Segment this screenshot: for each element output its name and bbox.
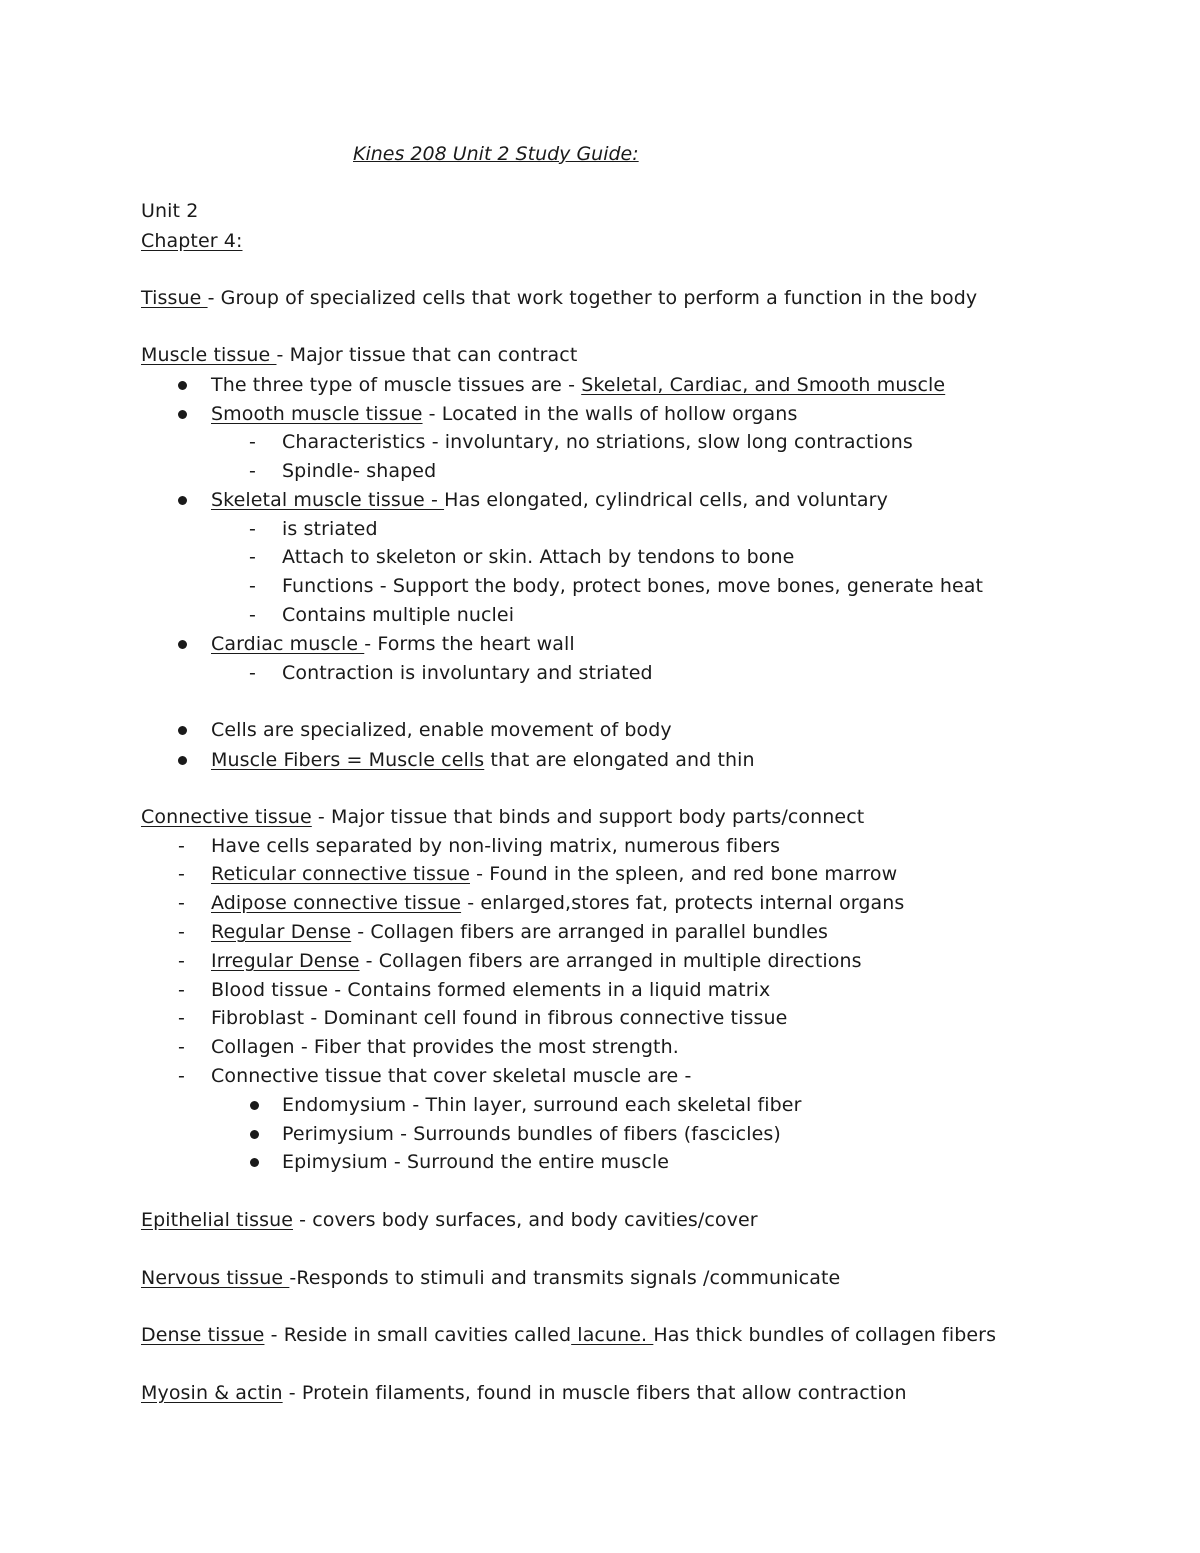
bullet-icon [178,756,187,765]
collagen: Collagen - Fiber that provides the most strength. [211,1036,679,1058]
skeletal-sub-4: Contains multiple nuclei [282,604,515,626]
bullet-icon [178,381,187,390]
term: Muscle tissue [141,344,277,366]
term: Smooth muscle tissue [211,403,423,425]
blood-tissue: Blood tissue - Contains formed elements in a liquid matrix [211,979,771,1001]
dash-icon: - [249,662,256,684]
term: Tissue [141,287,208,309]
chapter-heading: Chapter 4: [141,230,243,252]
bullet-icon [250,1158,259,1167]
term: Nervous tissue [141,1267,290,1289]
dash-icon: - [249,460,256,482]
nervous-tissue-definition: Nervous tissue -Responds to stimuli and transmits signals /communicate [141,1267,841,1289]
fibroblast: Fibroblast - Dominant cell found in fibrous connective tissue [211,1007,788,1029]
epithelial-tissue-definition: Epithelial tissue - covers body surfaces, and body cavities/cover [141,1209,758,1231]
smooth-sub-1: Characteristics - involuntary, no striations, slow long contractions [282,431,913,453]
term: Irregular Dense [211,950,360,972]
dash-icon: - [178,1036,185,1058]
reticular-connective: Reticular connective tissue - Found in the spleen, and red bone marrow [211,863,898,885]
term: Muscle Fibers = Muscle cells [211,749,485,771]
smooth-muscle: Smooth muscle tissue - Located in the walls of hollow organs [211,403,798,425]
term: Epithelial tissue [141,1209,294,1231]
perimysium: Perimysium - Surrounds bundles of fibers (fascicles) [282,1123,781,1145]
connective-cover: Connective tissue that cover skeletal muscle are - [211,1065,692,1087]
muscle-tissue-definition: Muscle tissue - Major tissue that can contract [141,344,578,366]
tissue-definition: Tissue - Group of specialized cells that work together to perform a function in the body [141,287,978,309]
dash-icon: - [249,604,256,626]
dash-icon: - [249,431,256,453]
irregular-dense: Irregular Dense - Collagen fibers are arranged in multiple directions [211,950,862,972]
dash-icon: - [249,518,256,540]
term: lacune. [571,1324,654,1346]
adipose-connective: Adipose connective tissue - enlarged,stores fat, protects internal organs [211,892,905,914]
bullet-icon [250,1130,259,1139]
dash-icon: - [178,950,185,972]
cardiac-muscle: Cardiac muscle - Forms the heart wall [211,633,575,655]
skeletal-muscle: Skeletal muscle tissue - Has elongated, cylindrical cells, and voluntary [211,489,888,511]
dash-icon: - [178,1007,185,1029]
cardiac-sub-1: Contraction is involuntary and striated [282,662,653,684]
connective-item-1: Have cells separated by non-living matrix, numerous fibers [211,835,781,857]
muscle-types: The three type of muscle tissues are - Skeletal, Cardiac, and Smooth muscle [211,374,946,396]
epimysium: Epimysium - Surround the entire muscle [282,1151,670,1173]
endomysium: Endomysium - Thin layer, surround each skeletal fiber [282,1094,802,1116]
term: Regular Dense [211,921,352,943]
term: Skeletal, Cardiac, and Smooth muscle [581,374,946,396]
term: Adipose connective tissue [211,892,462,914]
connective-tissue-definition: Connective tissue - Major tissue that binds and support body parts/connect [141,806,865,828]
dash-icon: - [249,546,256,568]
dash-icon: - [249,575,256,597]
bullet-icon [178,410,187,419]
myosin-actin-definition: Myosin & actin - Protein filaments, found in muscle fibers that allow contraction [141,1382,907,1404]
skeletal-sub-3: Functions - Support the body, protect bones, move bones, generate heat [282,575,984,597]
dash-icon: - [178,979,185,1001]
bullet-icon [178,496,187,505]
dense-tissue-definition: Dense tissue - Reside in small cavities called lacune. Has thick bundles of collagen fibers [141,1324,997,1346]
muscle-fibers: Muscle Fibers = Muscle cells that are elongated and thin [211,749,755,771]
skeletal-sub-1: is striated [282,518,378,540]
unit-heading: Unit 2 [141,200,199,222]
skeletal-sub-2: Attach to skeleton or skin. Attach by tendons to bone [282,546,795,568]
bullet-icon [178,640,187,649]
term: Myosin & actin [141,1382,283,1404]
term: Reticular connective tissue [211,863,470,885]
term: Connective tissue [141,806,312,828]
term: Dense tissue [141,1324,265,1346]
dash-icon: - [178,1065,185,1087]
regular-dense: Regular Dense - Collagen fibers are arranged in parallel bundles [211,921,828,943]
term: Cardiac muscle [211,633,365,655]
dash-icon: - [178,921,185,943]
smooth-sub-2: Spindle- shaped [282,460,437,482]
term: Skeletal muscle tissue - [211,489,445,511]
dash-icon: - [178,835,185,857]
dash-icon: - [178,892,185,914]
bullet-icon [250,1101,259,1110]
dash-icon: - [178,863,185,885]
bullet-icon [178,726,187,735]
document-title: Kines 208 Unit 2 Study Guide: [353,143,639,165]
cells-specialized: Cells are specialized, enable movement of body [211,719,672,741]
